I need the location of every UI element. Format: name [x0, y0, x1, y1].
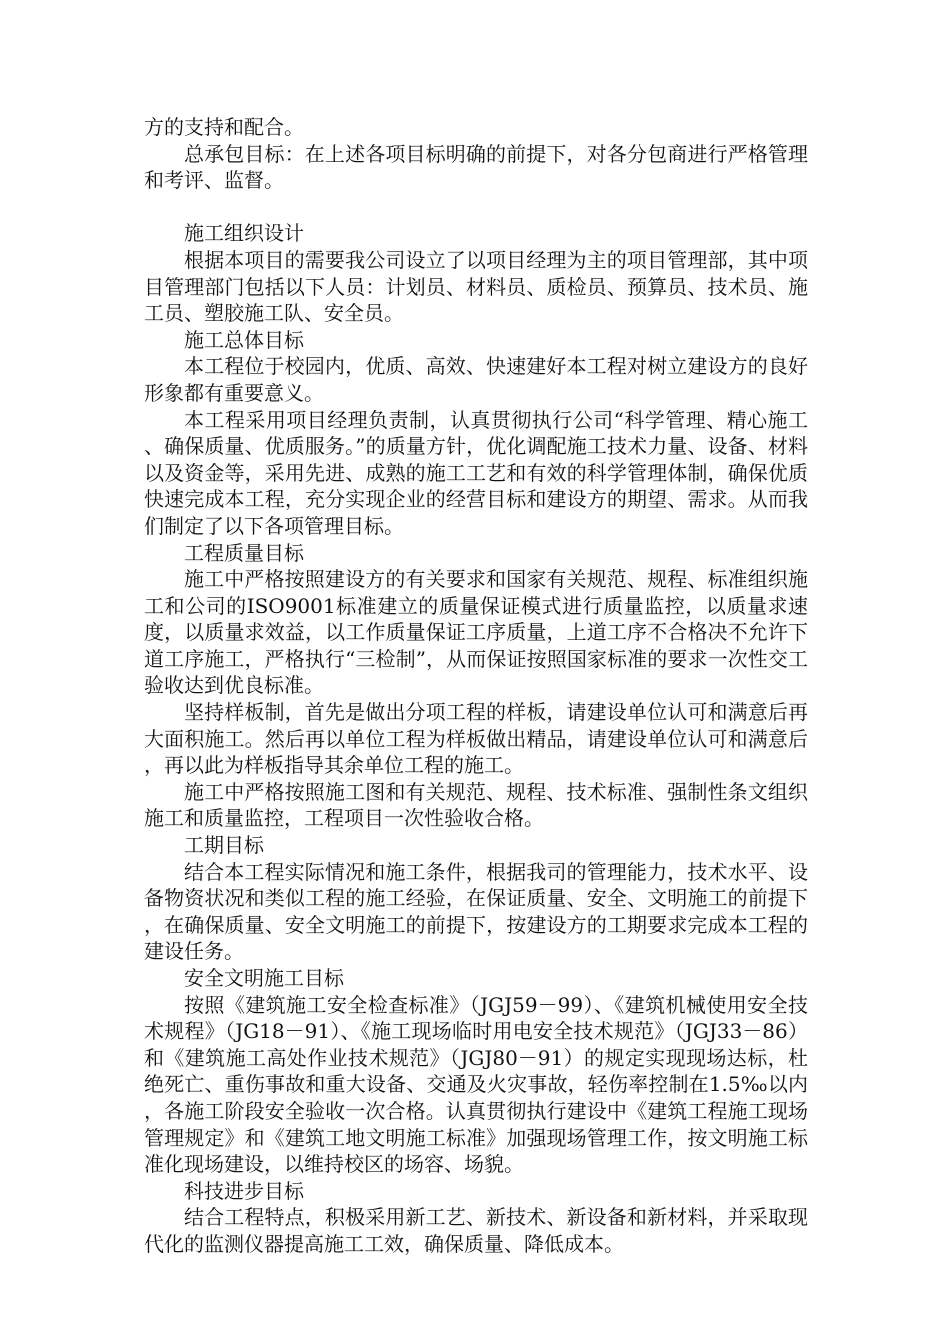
blank-line — [144, 194, 808, 221]
section-heading-safety-goal: 安全文明施工目标 — [184, 966, 344, 990]
paragraph-acceptance: 施工中严格按照施工图和有关规范、规程、技术标准、强制性条文组织施工和质量监控，工程项目一次性验收合格。 — [144, 779, 808, 831]
section-heading-quality-goal: 工程质量目标 — [184, 540, 304, 565]
paragraph-quality-policy: 本工程采用项目经理负责制，认真贯彻执行公司“科学管理、精心施工、确保质量、优质服务。”的质量方针，优化调配施工技术力量、设备、材料以及资金等，采用先进、成熟的施工工艺和有效的科学管理体制，确保优质快速完成本工程，充分实现企业的经营目标和建设方的期望、需求。从而我们制定了以下各项管理目标。 — [144, 407, 808, 538]
paragraph-continuation: 方的支持和配合。 — [144, 115, 304, 139]
paragraph-sample-system: 坚持样板制，首先是做出分项工程的样板，请建设单位认可和满意后再大面积施工。然后再以单位工程为样板做出精品，请建设单位认可和满意后，再以此为样板指导其余单位工程的施工。 — [144, 700, 808, 778]
paragraph-schedule: 结合本工程实际情况和施工条件，根据我司的管理能力，技术水平、设备物资状况和类似工程的施工经验，在保证质量、安全、文明施工的前提下，在确保质量、安全文明施工的前提下，按建设方的工期要求完成本工程的建设任务。 — [144, 859, 808, 964]
paragraph-safety-standards: 按照《建筑施工安全检查标准》（JGJ59－99）、《建筑机械使用安全技术规程》（JG18－91）、《施工现场临时用电安全技术规范》（JGJ33－86）和《建筑施工高处作业技术规范》（JGJ80－91）的规定实现现场达标，杜绝死亡、重伤事故和重大设备、交通及火灾事故，轻伤率控制在1.5‰以内，各施工阶段安全验收一次合格。认真贯彻执行建设中《建筑工程施工现场管理规定》和《建筑工地文明施工标准》加强现场管理工作，按文明施工标准化现场建设，以维持校区的场容、场貌。 — [144, 992, 808, 1177]
section-heading-construction-design: 施工组织设计 — [184, 221, 304, 246]
section-heading-schedule-goal: 工期目标 — [184, 833, 264, 858]
section-heading-technology-goal: 科技进步目标 — [184, 1178, 304, 1203]
paragraph-project-department: 根据本项目的需要我公司设立了以项目经理为主的项目管理部，其中项目管理部门包括以下人员：计划员、材料员、质检员、预算员、技术员、施工员、塑胶施工队、安全员。 — [144, 247, 808, 326]
document-body — [144, 114, 808, 1258]
paragraph-overall-goal: 本工程位于校园内，优质、高效、快速建好本工程对树立建设方的良好形象都有重要意义。 — [144, 354, 808, 405]
paragraph-technology: 结合工程特点，积极采用新工艺、新技术、新设备和新材料，并采取现代化的监测仪器提高施工工效，确保质量、降低成本。 — [144, 1205, 808, 1256]
section-heading-overall-goal: 施工总体目标 — [184, 327, 304, 352]
paragraph-quality-control: 施工中严格按照建设方的有关要求和国家有关规范、规程、标准组织施工和公司的ISO9001标准建立的质量保证模式进行质量监控，以质量求速度，以质量求效益，以工作质量保证工序质量，上道工序不合格决不允许下道工序施工，严格执行“三检制”，从而保证按照国家标准的要求一次性交工验收达到优良标准。 — [144, 567, 808, 698]
paragraph-general-contract-goal: 总承包目标：在上述各项目标明确的前提下，对各分包商进行严格管理和考评、监督。 — [144, 141, 808, 193]
